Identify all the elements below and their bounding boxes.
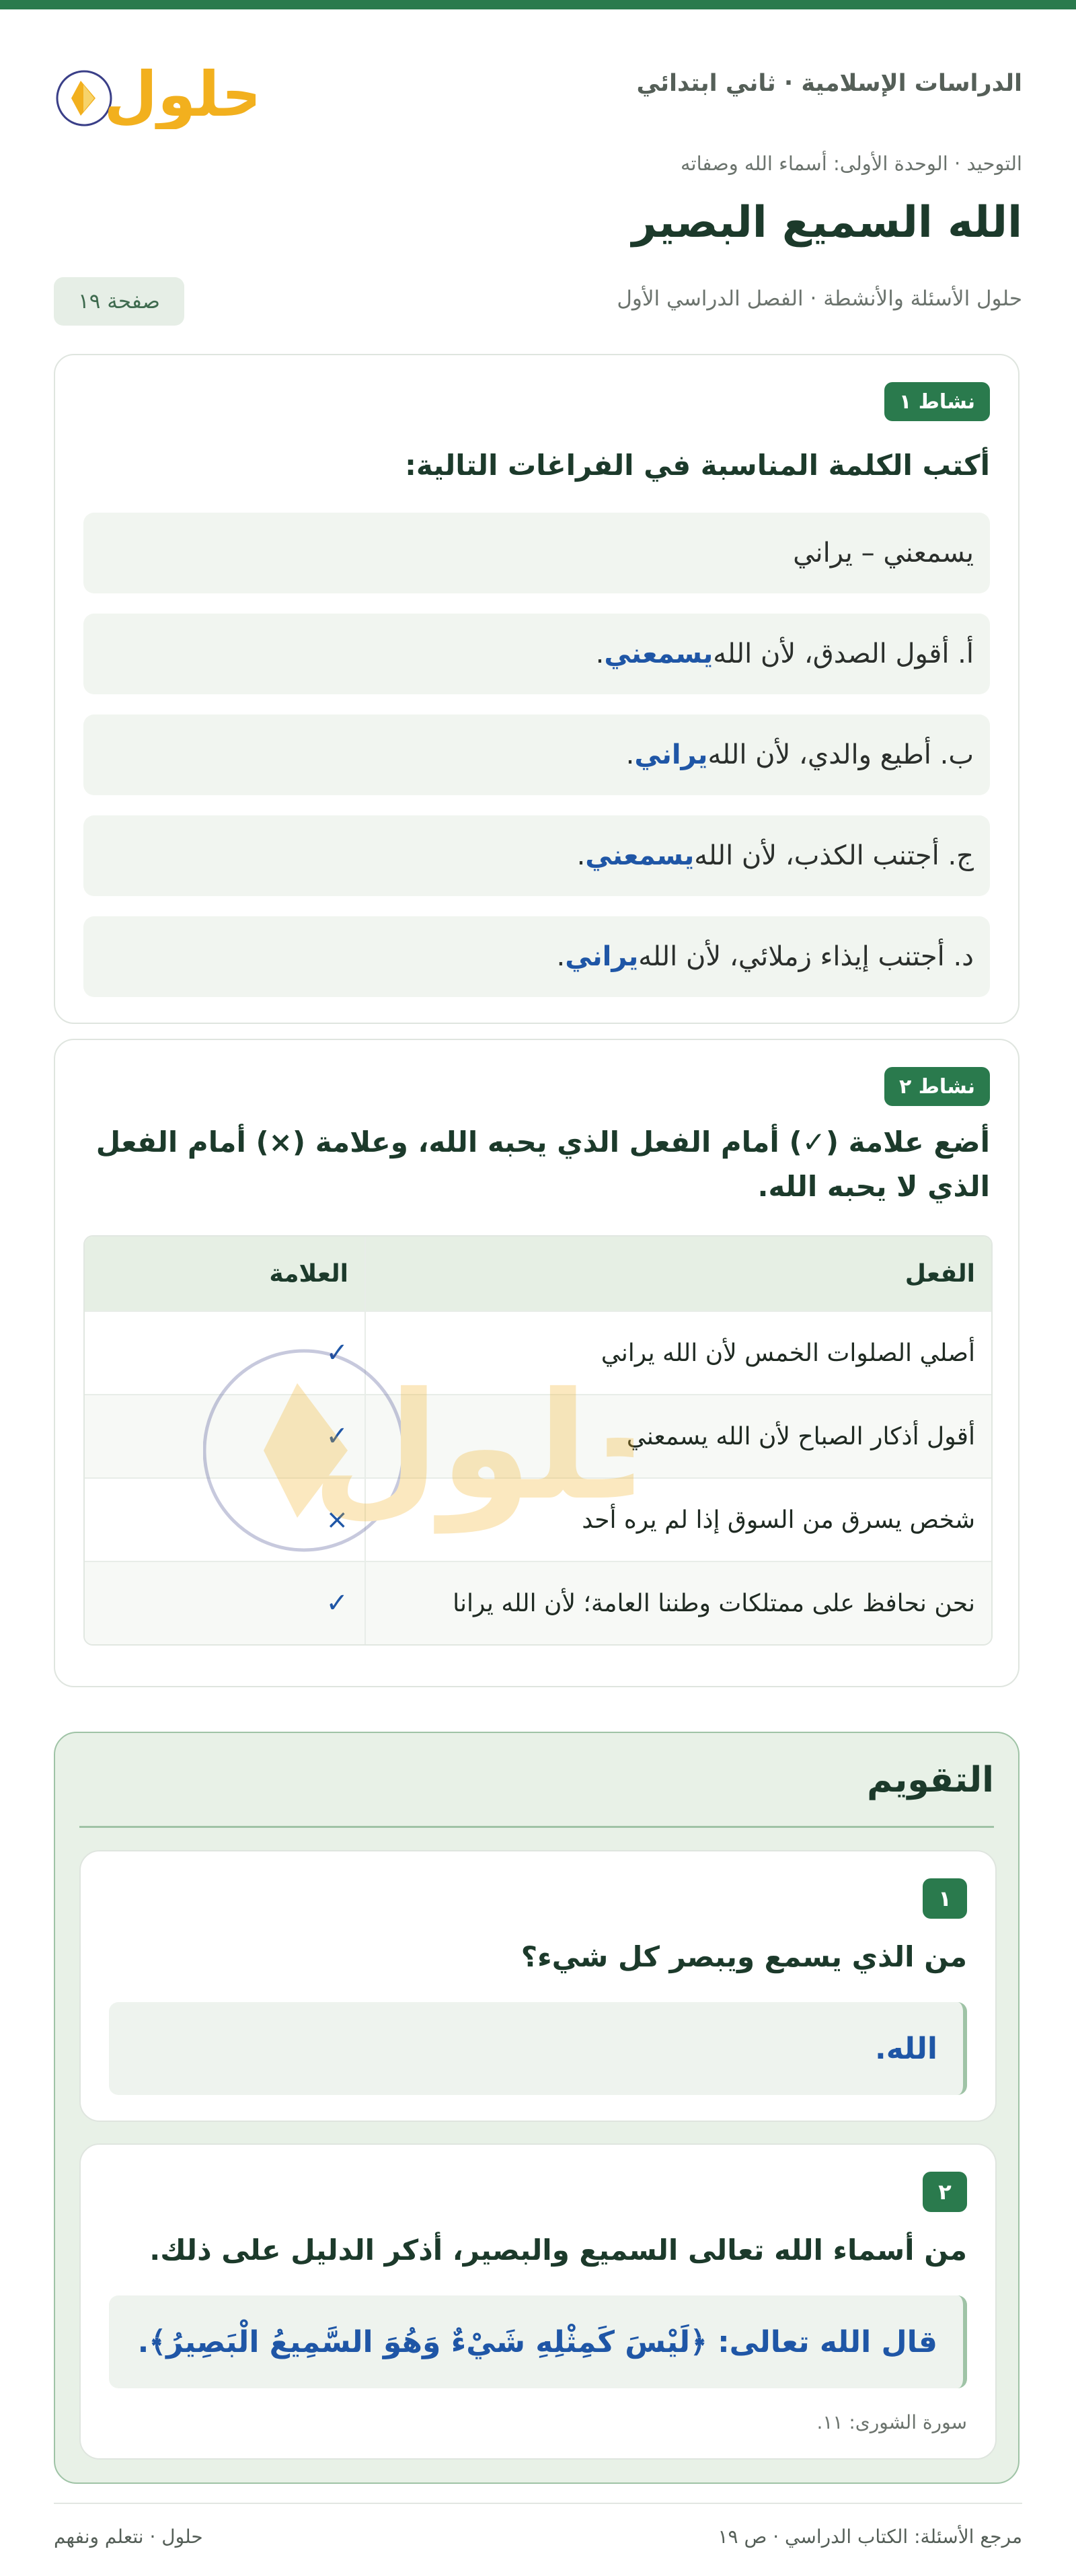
logo bbox=[54, 42, 256, 129]
fill-item-answer: يسمعني bbox=[604, 638, 714, 669]
svg-text:حلول: لول bbox=[311, 1360, 594, 1533]
fill-item-end: . bbox=[625, 739, 635, 770]
question-text: من الذي يسمع ويبصر كل شيء؟ bbox=[521, 1940, 967, 1973]
answer-text: قال الله تعالى: ﴿لَيْسَ كَمِثْلِهِ شَيْءٌ وَهُوَ السَّمِيعُ الْبَصِيرُ﴾. bbox=[137, 2324, 937, 2359]
table-row bbox=[85, 1561, 991, 1644]
breadcrumb: التوحيد · الوحدة الأولى: أسماء الله وصفاته bbox=[680, 152, 1022, 175]
page-number-badge: صفحة ١٩ bbox=[54, 277, 184, 326]
fill-item-answer: يسمعني bbox=[585, 840, 695, 871]
footer-brand: حلول · نتعلم ونفهم bbox=[54, 2526, 203, 2548]
activity-instruction: أكتب الكلمة المناسبة في الفراغات التالية: bbox=[405, 449, 990, 482]
mark-cell: ✓ bbox=[325, 1588, 348, 1619]
footer-divider bbox=[54, 2503, 1022, 2504]
fill-item-end: . bbox=[595, 638, 605, 669]
column-header-action: الفعل bbox=[364, 1237, 991, 1311]
answer-box bbox=[109, 2295, 967, 2388]
activity-badge: نشاط ١ bbox=[884, 382, 990, 421]
assessment-title: التقويم bbox=[867, 1760, 994, 1800]
page-meta: حلول الأسئلة والأنشطة · الفصل الدراسي الأول bbox=[617, 287, 1022, 311]
activity-2-card bbox=[54, 1039, 1020, 1687]
question-text: من أسماء الله تعالى السميع والبصير، أذكر الدليل على ذلك. bbox=[149, 2234, 967, 2267]
assessment-section bbox=[54, 1732, 1020, 2484]
question-card bbox=[79, 2143, 997, 2460]
fill-item-text: ج. أجتنب الكذب، لأن الله bbox=[694, 840, 974, 871]
fill-item bbox=[83, 916, 990, 997]
fill-item-text: ب. أطيع والدي، لأن الله bbox=[707, 739, 974, 770]
action-cell: أقول أذكار الصباح لأن الله يسمعني bbox=[364, 1395, 991, 1477]
fill-item-end: . bbox=[556, 941, 566, 972]
mark-cell: ✓ bbox=[325, 1421, 348, 1452]
activity-instruction-line-1: أضع علامة (✓) أمام الفعل الذي يحبه الله، وعلامة (×) أمام الفعل bbox=[95, 1126, 990, 1158]
fill-item-text: أ. أقول الصدق، لأن الله bbox=[713, 638, 974, 669]
question-number: ٢ bbox=[923, 2172, 967, 2212]
fill-item bbox=[83, 714, 990, 795]
question-number: ١ bbox=[923, 1878, 967, 1919]
fill-item-answer: يراني bbox=[565, 941, 639, 972]
activity-1-card bbox=[54, 354, 1020, 1024]
subject-label: الدراسات الإسلامية · ثاني ابتدائي bbox=[636, 70, 1022, 97]
activity-instruction-line-2: الذي لا يحبه الله. bbox=[757, 1170, 990, 1203]
fill-item bbox=[83, 815, 990, 896]
footer-reference: مرجع الأسئلة: الكتاب الدراسي · ص ١٩ bbox=[718, 2526, 1022, 2548]
word-bank-text: يسمعني – يراني bbox=[793, 538, 974, 568]
word-bank bbox=[83, 513, 990, 593]
answer-text: الله. bbox=[875, 2031, 937, 2066]
page bbox=[54, 9, 1022, 2548]
assessment-divider bbox=[79, 1826, 994, 1828]
actions-table bbox=[83, 1235, 993, 1646]
fill-item-answer: يراني bbox=[634, 739, 708, 770]
fill-item bbox=[83, 614, 990, 694]
action-cell: نحن نحافظ على ممتلكات وطننا العامة؛ لأن الله يرانا bbox=[364, 1562, 991, 1644]
answer-box bbox=[109, 2002, 967, 2095]
table-row bbox=[85, 1311, 991, 1394]
action-cell: شخص يسرق من السوق إذا لم يره أحد bbox=[364, 1479, 991, 1561]
question-card bbox=[79, 1850, 997, 2122]
mark-cell: ✓ bbox=[325, 1337, 348, 1368]
top-accent-bar bbox=[0, 0, 1076, 9]
svg-text:حلول: حلول bbox=[104, 59, 256, 129]
table-header-row bbox=[85, 1237, 991, 1311]
table-row bbox=[85, 1394, 991, 1477]
page-title: الله السميع البصير bbox=[631, 198, 1022, 248]
verse-source: سورة الشورى: ١١. bbox=[816, 2411, 967, 2433]
fill-item-end: . bbox=[576, 840, 586, 871]
mark-cell: × bbox=[325, 1504, 348, 1535]
activity-badge: نشاط ٢ bbox=[884, 1067, 990, 1106]
action-cell: أصلي الصلوات الخمس لأن الله يراني bbox=[364, 1312, 991, 1394]
column-header-mark: العلامة bbox=[269, 1259, 348, 1288]
header bbox=[54, 9, 1022, 151]
table-row bbox=[85, 1477, 991, 1561]
fill-item-text: د. أجتنب إيذاء زملائي، لأن الله bbox=[638, 941, 974, 972]
